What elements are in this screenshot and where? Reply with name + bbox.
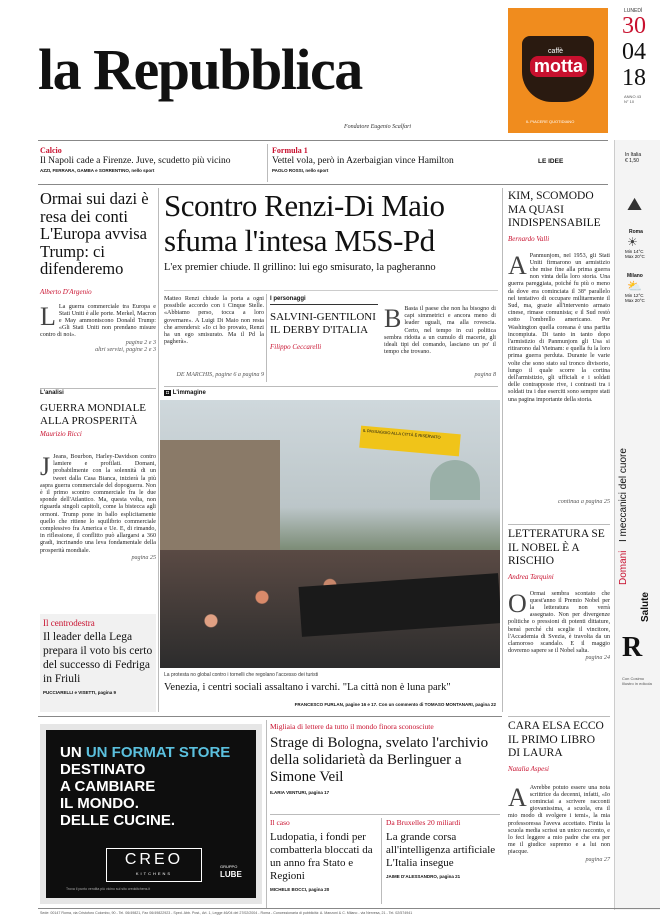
- bruxelles-tag: Da Bruxelles 20 miliardi: [386, 818, 461, 827]
- analisi-author: Maurizio Ricci: [40, 430, 82, 438]
- nobel-page: pagina 24: [585, 655, 610, 662]
- topbar-f1[interactable]: [272, 146, 498, 173]
- kim-author: Bernardo Valli: [508, 234, 550, 243]
- date-month: 04: [622, 39, 646, 65]
- dropcap: A: [508, 782, 527, 812]
- ad-line-5: DELLE CUCINE.: [60, 812, 176, 829]
- creo-sub: KITCHENS: [135, 871, 173, 876]
- salute-label: Salute: [640, 592, 651, 623]
- analisi-column: [40, 390, 156, 562]
- weather-milano-max: Max 20°C: [625, 298, 645, 303]
- ad-motta[interactable]: [508, 8, 608, 133]
- sun-icon: ☀: [627, 235, 638, 249]
- bologna-tag: Migliaia di lettere da tutto il mondo finora sconosciute: [270, 722, 434, 731]
- dropcap: J: [40, 452, 51, 481]
- ad-line-3: A CAMBIARE: [60, 778, 156, 795]
- personaggi-tag: I personaggi: [270, 296, 378, 305]
- magazine-title: I meccanici del cuore: [618, 447, 629, 542]
- section-le-idee: LE IDEE: [538, 158, 564, 165]
- ad-line-4: IL MONDO.: [60, 795, 139, 812]
- bruxelles-headline: La grande corsa all'intelligenza artificiale L'Italia insegue: [386, 831, 496, 869]
- right-column: [508, 190, 610, 506]
- main-photo[interactable]: [160, 400, 500, 668]
- caso-tag: Il caso: [270, 818, 290, 827]
- left-pages2: altri servizi, pagine 2 e 3: [95, 346, 156, 353]
- nobel-author: Andrea Tarquini: [508, 572, 554, 581]
- dropcap: A: [508, 252, 527, 280]
- photo-headline[interactable]: Venezia, i centri sociali assaltano i varchi. "La città non è luna park": [164, 682, 451, 693]
- elsa-author: Natalia Aspesi: [508, 764, 549, 773]
- cdx-tag: Il centrodestra: [43, 618, 95, 628]
- bruxelles-article[interactable]: [386, 818, 500, 879]
- price-label: In Italia: [625, 152, 642, 158]
- date-box: [614, 8, 656, 133]
- main-col1: Matteo Renzi chiude la porta a ogni possibile accordo con i Cinque Stelle. «Abbiamo perso, tocca a loro governare». A Luigi Di Maio non resta che arrendersi: «Io ci ho provato, Renzi ha un ego smisurato. Ma il Pd la pagherà».: [164, 296, 264, 346]
- left-author: Alberto D'Argenio: [40, 287, 92, 296]
- personaggi-author: Filippo Ceccarelli: [270, 343, 322, 351]
- date-weekday: LUNEDÌ: [624, 8, 643, 14]
- sidebar-salute: [620, 592, 656, 668]
- ad-creo[interactable]: [40, 724, 262, 904]
- kim-page: continua a pagina 25: [558, 498, 610, 505]
- calcio-tag: Calcio: [40, 146, 62, 155]
- weather-milano-min: Min 12°C: [625, 293, 644, 298]
- immagine-tag: ◘ L'immagine: [166, 390, 206, 396]
- analisi-page: pagina 25: [131, 554, 156, 561]
- main-headline[interactable]: Scontro Renzi-Di Maio sfuma l'intesa M5S-Pd: [164, 188, 445, 258]
- elsa-article: [508, 720, 610, 864]
- kim-headline[interactable]: KIM, SCOMODO MA QUASI INDISPENSABILE: [508, 190, 601, 229]
- lube-group: GRUPPO: [220, 864, 238, 869]
- caso-byline: MICHELE BOCCI, pagina 20: [270, 887, 330, 892]
- date-day: 30: [622, 13, 646, 39]
- personaggi-headline: SALVINI-GENTILONI IL DERBY D'ITALIA: [270, 311, 376, 336]
- calcio-text: Il Napoli cade a Firenze. Juve, scudetto più vicino: [40, 156, 231, 166]
- analisi-headline[interactable]: GUERRA MONDIALE ALLA PROSPERITÀ: [40, 402, 147, 427]
- left-pages: pagina 2 e 3: [125, 339, 156, 346]
- dropcap: O: [508, 588, 527, 618]
- date-edition: ANNO 43 N° 10: [624, 94, 642, 104]
- ad-brand-small: caffè: [548, 48, 564, 55]
- f1-text: Vettel vola, però in Azerbaigian vince Hamilton: [272, 156, 454, 166]
- elsa-body: A Avrebbe potuto essere una nota scrittrice da decenni, infatti, «Io cominciai a scrivere racconti giovanissima, a scuola, era il mio modo di svolgere i temi», la mia professoressa l'aveva accettato. Finita la scuola media scrissi un unico racconto, e lo feci leggere a mio padre che era per me il giudice supremo e a lui non piacque.: [508, 782, 610, 856]
- rep-logo: R: [622, 632, 643, 663]
- left-body: L La guerra commerciale tra Europa e Stati Uniti è alle porte. Merkel, Macron e May ammoniscono Donald Trump: «Gli Stati Uniti non prendano misure contro di noi».: [40, 301, 156, 339]
- f1-tag: Formula 1: [272, 146, 308, 155]
- personaggi[interactable]: [270, 296, 378, 351]
- domani-label: Domani: [618, 550, 629, 585]
- analisi-tag: L'analisi: [40, 390, 64, 396]
- cdx-headline: Il leader della Lega prepara il voto bis certo del successo di Fedriga in Friuli: [43, 631, 153, 685]
- weather-milano-label: Milano: [627, 273, 643, 279]
- dropcap: L: [40, 301, 56, 331]
- bologna-headline: Strage di Bologna, svelato l'archivio della solidarietà da Berlinguer a Simone Veil: [270, 735, 489, 785]
- ad-line-1: UN UN FORMAT STORE: [60, 744, 231, 761]
- sidebar-domani: [618, 445, 658, 585]
- date-year: 18: [622, 65, 646, 91]
- price-value: € 1,50: [625, 158, 639, 164]
- gate-sign: IL PASSAGGIO ALLA CITTÀ È RISERVATO: [359, 426, 461, 457]
- f1-byline: PAOLO ROSSI, nello sport: [272, 168, 329, 173]
- lube-logo: LUBE: [220, 870, 242, 879]
- main-col3: B Basta il paese che non ha bisogno di capi simmetrici e ancora meno di leader uguali, ma alla rovescia. Certo, nel tempo in cui politica sembra ridotta a un cumulo di macerie, gli ideali tipi del comando, lasciano un po' il tempo che trovano.: [384, 304, 496, 356]
- left-column: [40, 190, 156, 354]
- elsa-page: pagina 27: [585, 856, 610, 863]
- ad-line-2: DESTINATO: [60, 761, 146, 778]
- ad-tagline: IL PIACERE QUOTIDIANO: [526, 119, 575, 124]
- main-col3-page: pagina 8: [474, 372, 496, 378]
- masthead-founder: Fondatore Eugenio Scalfari: [344, 124, 412, 130]
- weather-roma-min: Min 14°C: [625, 249, 644, 254]
- main-subheadline: L'ex premier chiude. Il grillino: lui ego smisurato, la pagheranno: [164, 262, 436, 273]
- footer: Sede: 00147 Roma, via Cristoforo Colombo, 90 - Tel. 06/49821, Fax 06/49822923 - Sped. Abb. Post., Art. 1, Legge 46/04 del 27/02/2004 - Roma - Concessionaria di pubblicità: A. Manzoni & C. Milano - via Nervesa, 21 - Tel. 02/574941: [40, 911, 413, 915]
- weather-roma-label: Roma: [629, 229, 643, 235]
- topbar-calcio[interactable]: [40, 146, 266, 173]
- left-headline[interactable]: Ormai sui dazi è resa dei conti L'Europa avvisa Trump: ci difenderemo: [40, 189, 149, 278]
- analisi-body: J Jeans, Bourbon, Harley-Davidson contro lamiere e profilati. Domani, probabilmente con la solennità di un tweet dalla Casa Bianca, inizierà la più aspra guerra commerciale del dopoguerra. Non è il primo scontro commerciale fra le due sponde dell'Atlantico. Ma, questa volta, non riguarda singoli capitoli, come la bistecca agli ormoni. Trump pone in ballo esplicitamente quello che ritiene lo squilibrio commerciale complessivo fra America e Ue. E, di rimando, in riflessione, il conflitto può allargarsi a 360 gradi, incrinando una leva fondamentale della prosperità mondiale.: [40, 452, 156, 554]
- calcio-byline: AZZI, FERRARA, GAMBA e SORRENTINO, nello sport: [40, 168, 155, 173]
- ad-brand: motta: [530, 56, 587, 77]
- elsa-headline[interactable]: CARA ELSA ECCO IL PRIMO LIBRO DI LAURA: [508, 720, 604, 759]
- kim-body: A Panmunjom, nel 1953, gli Stati Uniti firmarono un armistizio che mise fine alla prima guerra non vinta della loro storia. Una guerra pareggiata, poiché fu più o meno da dove era cominciata il 38º parallelo nel tentativo di occupare militarmente il Sud, ma, grazie all'intervento armato cinese, rimase comunista; e il Sud restò sotto l'ombrello americano. Per Washington quella coreana è una partita incompiuta. Di tanto in tanto dopo l'armistizio di Panmunjom gli Usa si ritirarono dal Vietnam: e quella fu la loro prima guerra perduta. Durante le varie volte che sono stato sul tronco divisorio, lungo il quale scorre la cortina dell'armistizio, gli ufficiali e i soldati delle contrapposte rive, i contrasti tra i soldati tra i due eserciti sono sempre stati una pagina importante della storia.: [508, 252, 610, 403]
- centrodestra-box[interactable]: [40, 614, 156, 712]
- creo-logo: [106, 848, 202, 882]
- cdx-byline: PUCCIARELLI e VISETTI, pagina 9: [43, 690, 117, 695]
- main-col1-byline: DE MARCHIS, pagine 6 a pagina 9: [176, 372, 264, 378]
- weather-roma-max: Max 20°C: [625, 254, 645, 259]
- cloud-sun-icon: ⛅: [627, 279, 642, 293]
- italy-map-icon: ⛰: [627, 194, 643, 215]
- dome: [430, 460, 480, 500]
- nobel-headline[interactable]: LETTERATURA SE IL NOBEL È A RISCHIO: [508, 528, 605, 567]
- photo-byline: FRANCESCO FURLAN, pagine 16 e 17. Con un commento di TOMASO MONTANARI, pagina 22: [294, 702, 496, 707]
- masthead-title: la Repubblica: [38, 37, 362, 102]
- caso-headline: Ludopatia, i fondi per combatterla bloccati da un anno fra Stato e Regioni: [270, 831, 373, 882]
- bruxelles-byline: JAIME D'ALESSANDRO, pagina 21: [386, 874, 461, 879]
- bologna-article[interactable]: [270, 722, 500, 795]
- caso-article[interactable]: [270, 818, 378, 892]
- bologna-byline: ILARIA VENTURI, pagina 17: [270, 790, 330, 795]
- nobel-body: O Ormai sembra scontato che quest'anno il Premio Nobel per la letteratura non verrà assegnato. Non per divergenze politiche o pressioni di potenti dittature, bensì perché chi sceglie il vincitore, l'Accademia di Svezia, è travolta da un clamoroso scandalo. E il maggio dovremo sapere se il Nobel salta.: [508, 588, 610, 655]
- creo-brand: CREO: [124, 851, 184, 868]
- nobel-article: [508, 528, 610, 663]
- camera-icon: ◘: [166, 390, 170, 396]
- photo-caption: La protesta no global contro i tornelli che regolano l'accesso dei turisti: [164, 672, 319, 678]
- dropcap: B: [384, 304, 402, 333]
- sidebar-info: Con Cosimo Illustro in edicola: [622, 676, 652, 686]
- ad-fine-print: Trova il punto vendita più vicino sul sito creokitchens.it: [66, 887, 151, 891]
